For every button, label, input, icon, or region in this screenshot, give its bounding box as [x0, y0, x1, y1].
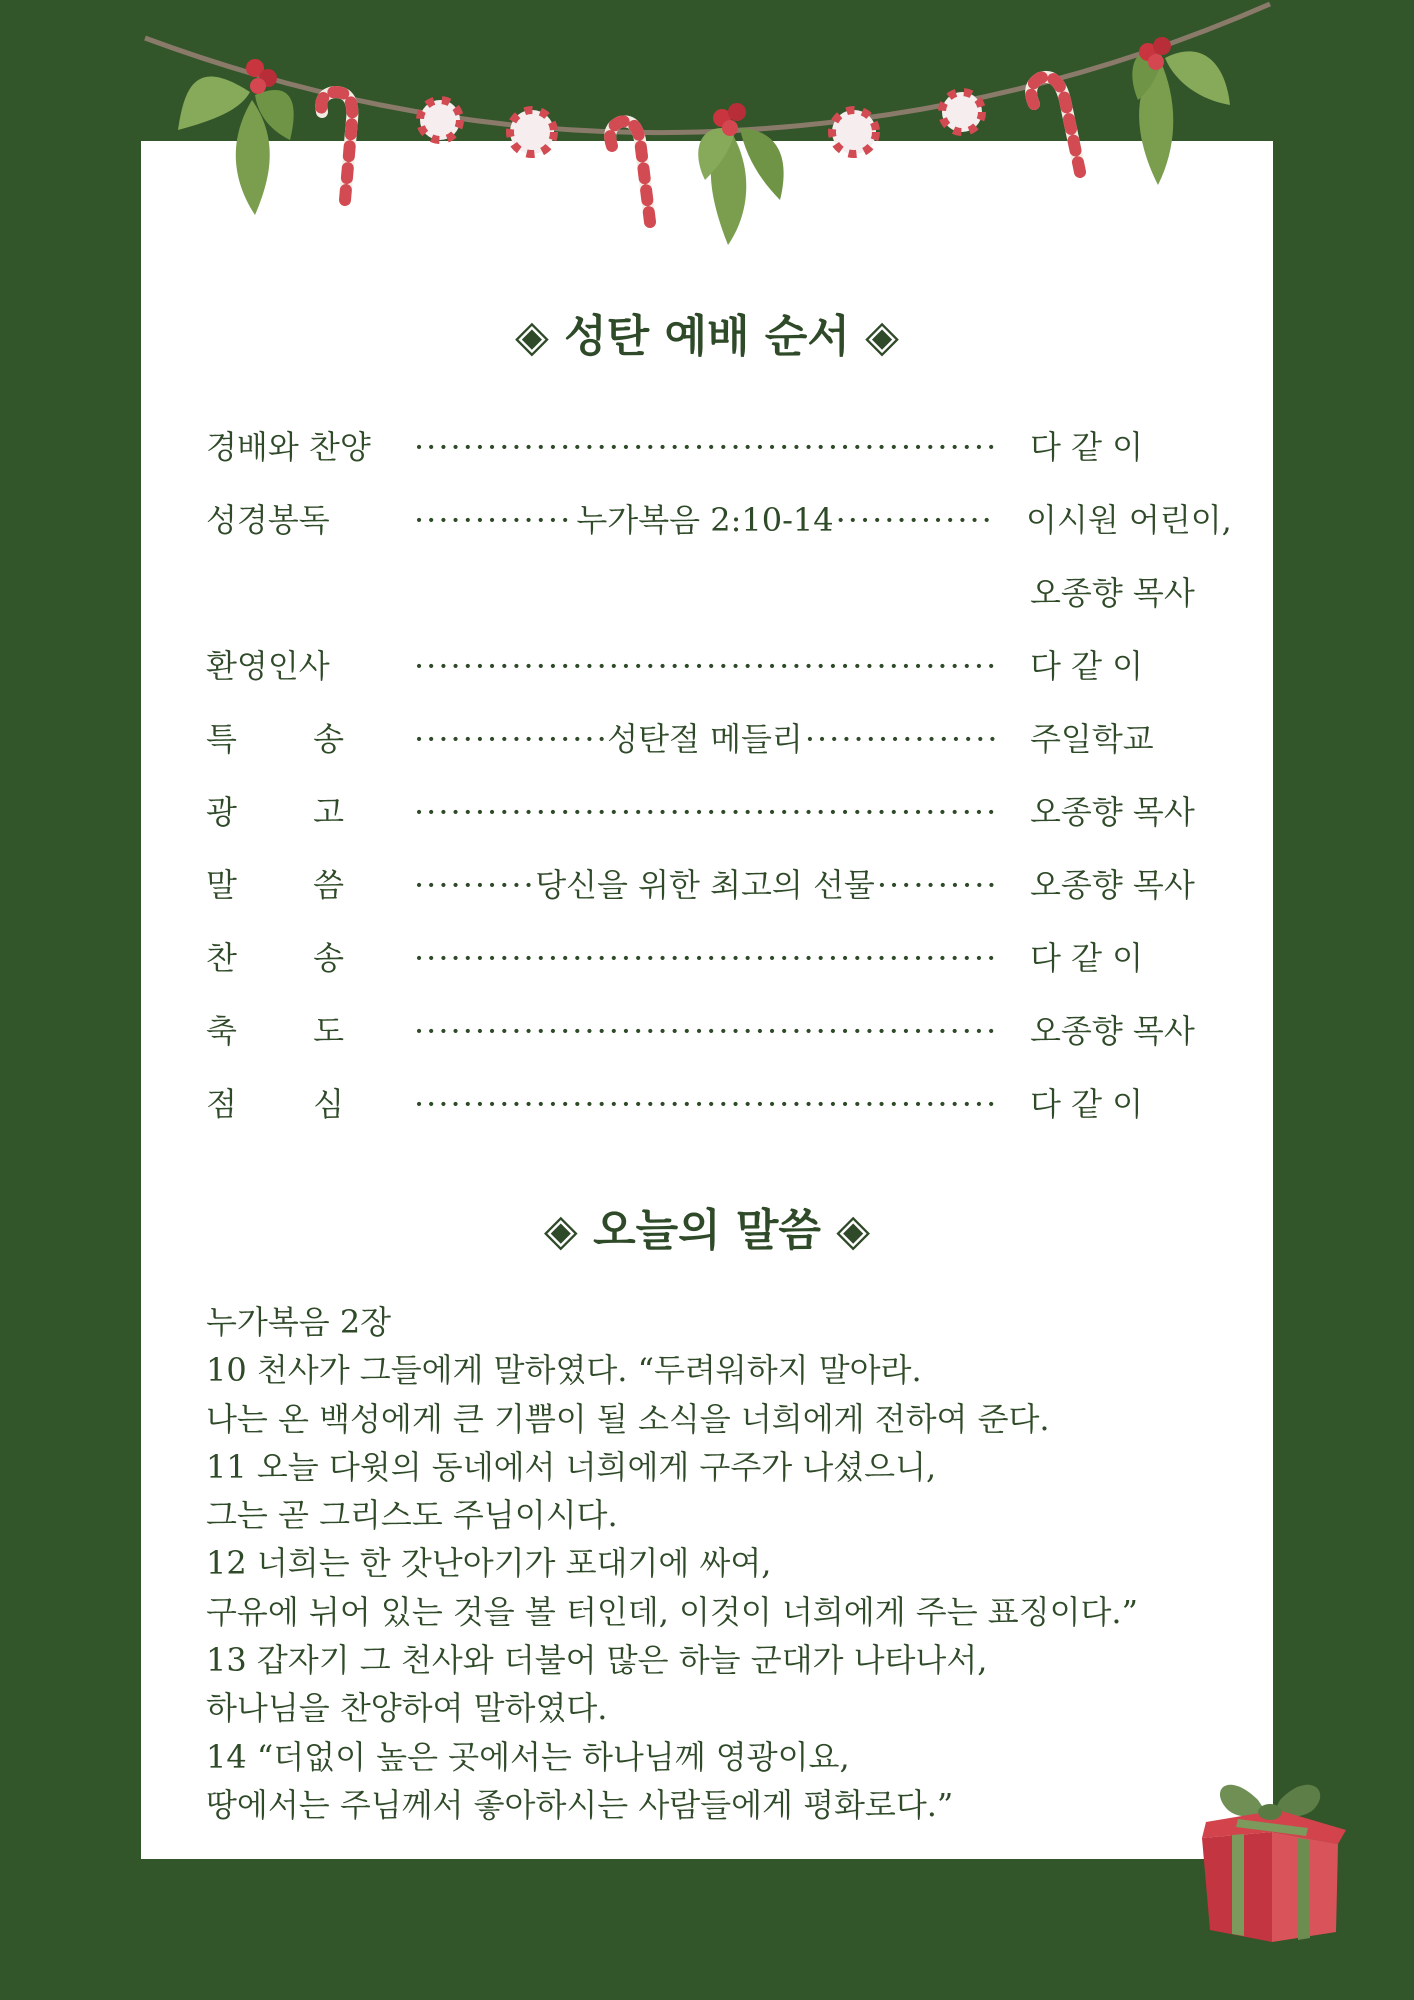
scripture-line: 11 오늘 다윗의 동네에서 너희에게 구주가 나셨으니,	[206, 1447, 937, 1486]
order-row	[0, 497, 1414, 543]
scripture-passage	[206, 1298, 1216, 1829]
order-detail: 당신을 위한 최고의 선물	[535, 866, 875, 904]
gift-box-icon	[1188, 1770, 1358, 1950]
order-leader: 오종향 목사	[1030, 1012, 1195, 1050]
order-label: 특 송	[206, 720, 344, 758]
order-leader: 다 같 이	[1030, 647, 1144, 685]
order-leader: 오종향 목사	[1030, 574, 1195, 612]
order-label: 점 심	[206, 1085, 344, 1123]
order-row	[0, 643, 1414, 689]
order-title: ◈ 성탄 예배 순서 ◈	[515, 311, 899, 362]
order-label: 광 고	[206, 793, 344, 831]
order-leader: 오종향 목사	[1030, 793, 1195, 831]
scripture-line: 13 갑자기 그 천사와 더불어 많은 하늘 군대가 나타나서,	[206, 1641, 988, 1680]
scripture-line: 나는 온 백성에게 큰 기쁨이 될 소식을 너희에게 전하여 준다.	[206, 1399, 1050, 1438]
order-leader: 주일학교	[1030, 720, 1154, 758]
scripture-line: 땅에서는 주님께서 좋아하시는 사람들에게 평화로다.”	[206, 1785, 954, 1824]
order-label: 경배와 찬양	[206, 428, 371, 466]
scripture-line: 12 너희는 한 갓난아기가 포대기에 싸여,	[206, 1544, 772, 1583]
order-row	[0, 716, 1414, 762]
scripture-line: 구유에 뉘어 있는 것을 볼 터인데, 이것이 너희에게 주는 표징이다.”	[206, 1592, 1138, 1631]
order-leader: 다 같 이	[1030, 1085, 1144, 1123]
order-leader: 이시원 어린이,	[1026, 501, 1232, 539]
word-title: ◈ 오늘의 말씀 ◈	[543, 1205, 871, 1256]
order-label: 축 도	[206, 1012, 344, 1050]
scripture-line: 10 천사가 그들에게 말하였다. “두려워하지 말아라.	[206, 1351, 922, 1390]
order-row	[0, 862, 1414, 908]
order-row	[0, 789, 1414, 835]
order-row	[0, 935, 1414, 981]
order-label: 찬 송	[206, 939, 344, 977]
order-row	[0, 1081, 1414, 1127]
order-detail: 누가복음 2:10-14	[576, 501, 834, 539]
scripture-line: 하나님을 찬양하여 말하였다.	[206, 1689, 608, 1728]
scripture-line: 14 “더없이 높은 곳에서는 하나님께 영광이요,	[206, 1737, 850, 1776]
scripture-reference: 누가복음 2장	[206, 1303, 392, 1341]
order-leader: 오종향 목사	[1030, 866, 1195, 904]
order-label: 성경봉독	[206, 501, 330, 539]
order-row	[0, 424, 1414, 470]
order-leader: 다 같 이	[1030, 939, 1144, 977]
scripture-line: 그는 곧 그리스도 주님이시다.	[206, 1496, 618, 1535]
order-label: 말 씀	[206, 866, 344, 904]
order-row	[0, 1008, 1414, 1054]
order-label: 환영인사	[206, 647, 330, 685]
order-detail: 성탄절 메들리	[607, 720, 803, 758]
order-leader: 다 같 이	[1030, 428, 1144, 466]
order-row	[0, 570, 1414, 616]
